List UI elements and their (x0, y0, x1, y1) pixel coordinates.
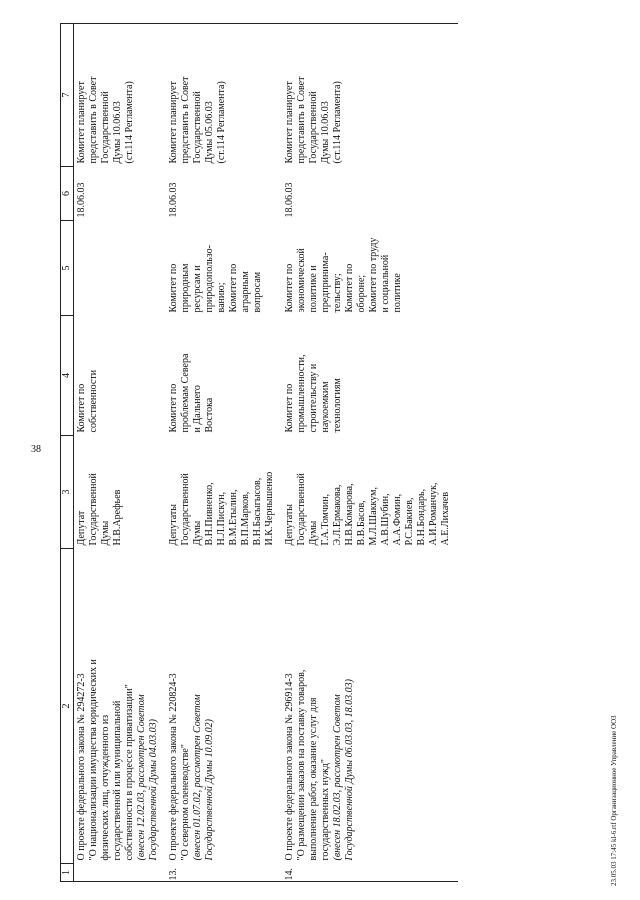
authors-cell (74, 436, 167, 549)
co-executor-line: Комитет по (228, 263, 239, 313)
plan-line: Государственной (192, 91, 203, 164)
review-date: 18.06.03 (284, 182, 295, 218)
author-line: В.Н.Бондарь, (416, 488, 427, 546)
column-number-6: 6 (61, 167, 74, 221)
column-number-4: 4 (61, 316, 74, 436)
authors-cell (166, 436, 282, 549)
author-line: В.П.Марков, (240, 491, 251, 546)
date-cell (282, 167, 458, 221)
committee-line: Комитет по (168, 383, 179, 433)
author-line: А.Е.Лихачев (440, 491, 451, 546)
author-line: Р.С.Бакиев, (404, 497, 415, 546)
co-executor-line: природопользо- (204, 245, 215, 313)
project-cell (74, 549, 167, 864)
author-line: Думы (308, 520, 319, 546)
co-executor-line: вопросам (252, 271, 263, 313)
author-line: А.И.Романчук, (428, 482, 439, 546)
co-executor-line: Комитет по (168, 263, 179, 313)
co-executors-cell (74, 221, 167, 316)
project-line: "О национализации имущества юридических и (88, 659, 99, 861)
row-number-cell (74, 864, 167, 882)
author-line: Н.Л.Пискун, (216, 491, 227, 546)
co-executor-line: обороне; (356, 274, 367, 313)
committee-cell (166, 316, 282, 436)
author-line: Н.В.Комарова, (344, 483, 355, 546)
plan-line: представить в Совет (88, 76, 99, 164)
project-line: выполнение работ, оказание услуг для (308, 697, 319, 861)
author-line: В.В.Басов, (356, 500, 367, 546)
project-cell (166, 549, 282, 881)
plan-cell (166, 24, 282, 167)
committee-line: проблемам Севера (180, 353, 191, 433)
author-line: Депутаты (168, 504, 179, 546)
co-executor-line: политике (392, 273, 403, 313)
plan-line: (ст.114 Регламента) (332, 81, 343, 164)
plan-cell (74, 24, 167, 167)
author-line: М.Л.Шаккум, (368, 487, 379, 546)
project-line: (внесен 18.02.03, рассмотрен Советом (332, 694, 343, 861)
authors-cell (282, 436, 458, 549)
project-line: О проекте федерального закона № 294272-3 (76, 673, 87, 861)
committee-line: наукоемким (320, 381, 331, 433)
author-line: Думы (192, 520, 203, 546)
column-number-7: 7 (61, 24, 74, 167)
co-executor-line: экономической (296, 248, 307, 313)
plan-line: Государственной (100, 91, 111, 164)
project-line: "О северном оленеводстве" (180, 744, 191, 861)
date-cell (74, 167, 167, 221)
author-line: А.В.Шубин, (380, 493, 391, 546)
row-number: 14. (284, 868, 295, 881)
column-number-1: 1 (61, 864, 74, 882)
co-executor-line: ресурсам и (192, 265, 203, 313)
plan-line: Комитет планирует (284, 81, 295, 164)
project-line: (внесен 01.07.02, рассмотрен Советом (192, 694, 203, 861)
co-executor-line: предпринима- (320, 252, 331, 313)
author-line: Депутаты (284, 504, 295, 546)
row-number-cell (166, 864, 282, 882)
committee-line: собственности (88, 369, 99, 433)
co-executor-line: политике и (308, 265, 319, 313)
author-line: Государственной (88, 473, 99, 546)
author-line: Э.Л.Ермакова, (332, 484, 343, 546)
author-line: Н.В.Арефьев (112, 489, 123, 546)
table-row (74, 24, 167, 882)
committee-cell (74, 316, 167, 436)
project-line: Государственной Думы 06.03.03, 18.03.03) (344, 679, 355, 861)
plan-line: (ст.114 Регламента) (216, 81, 227, 164)
author-line: В.Н.Пивненко, (204, 482, 215, 546)
project-cell (282, 549, 458, 881)
table-body (74, 24, 459, 882)
co-executor-line: аграрным (240, 271, 251, 313)
author-line: В.М.Етылин, (228, 489, 239, 546)
column-header-row (61, 24, 74, 882)
author-line: А.А.Фомин, (392, 493, 403, 546)
author-line: И.К.Чернышенко (264, 471, 275, 546)
plan-line: представить в Совет (180, 76, 191, 164)
author-line: В.Н.Басыгысов, (252, 477, 263, 546)
project-line: собственности в процессе приватизации" (124, 684, 135, 861)
plan-line: (ст.114 Регламента) (124, 81, 135, 164)
co-executor-line: Комитет по труду (368, 237, 379, 313)
plan-line: представить в Совет (296, 76, 307, 164)
review-date: 18.06.03 (168, 182, 179, 218)
schedule-table (60, 23, 458, 882)
committee-line: Комитет по (76, 383, 87, 433)
project-line: физических лиц, отчужденного из (100, 714, 111, 861)
committee-line: Востока (204, 397, 215, 433)
table-row (166, 24, 282, 882)
plan-line: Комитет планирует (76, 81, 87, 164)
column-number-5: 5 (61, 221, 74, 316)
plan-line: Думы 10.06.03 (112, 101, 123, 164)
plan-line: Думы 10.06.03 (320, 101, 331, 164)
project-line: Государственной Думы 04.03.03) (148, 719, 159, 861)
co-executor-line: Комитет по (284, 263, 295, 313)
column-number-2: 2 (61, 549, 74, 864)
project-line: О проекте федерального закона № 220824-3 (168, 673, 179, 861)
co-executor-line: природным (180, 263, 191, 313)
plan-line: Комитет планирует (168, 81, 179, 164)
project-line: "О размещении заказов на поставку товаров, (296, 669, 307, 861)
plan-cell (282, 24, 458, 167)
committee-line: технологиям (332, 378, 343, 433)
committee-line: строительству и (308, 363, 319, 433)
co-executor-line: Комитет по (344, 263, 355, 313)
date-cell (166, 167, 282, 221)
project-line: Государственной Думы 10.09.02) (204, 719, 215, 861)
plan-line: Государственной (308, 91, 319, 164)
committee-cell (282, 316, 458, 436)
co-executor-line: тельству; (332, 273, 343, 313)
author-line: Депутат (76, 510, 87, 546)
co-executor-line: и социальной (380, 254, 391, 313)
project-line: государственных нужд" (320, 759, 331, 861)
page-number: 38 (31, 444, 41, 455)
committee-line: и Дальнего (192, 385, 203, 433)
column-number-3: 3 (61, 436, 74, 549)
row-number-cell (282, 864, 458, 882)
author-line: Думы (100, 520, 111, 546)
author-line: Г.А.Томчин, (320, 493, 331, 546)
project-line: государственной или муниципальной (112, 700, 123, 861)
footer-stamp: 23.05.03 17:45 kl-6.rtf Организационное Управление ООЗ (610, 715, 618, 886)
author-line: Государственной (180, 473, 191, 546)
co-executors-cell (166, 221, 282, 316)
project-line: О проекте федерального закона № 296914-3 (284, 673, 295, 861)
co-executors-cell (282, 221, 458, 316)
project-line: (внесен 12.02.03, рассмотрен Советом (136, 694, 147, 861)
row-number: 13. (168, 868, 179, 881)
committee-line: Комитет по (284, 383, 295, 433)
author-line: Государственной (296, 473, 307, 546)
plan-line: Думы 05.06.03 (204, 101, 215, 164)
co-executor-line: ванию; (216, 282, 227, 313)
table-row (282, 24, 458, 882)
committee-line: промышленности, (296, 354, 307, 433)
review-date: 18.06.03 (76, 182, 87, 218)
